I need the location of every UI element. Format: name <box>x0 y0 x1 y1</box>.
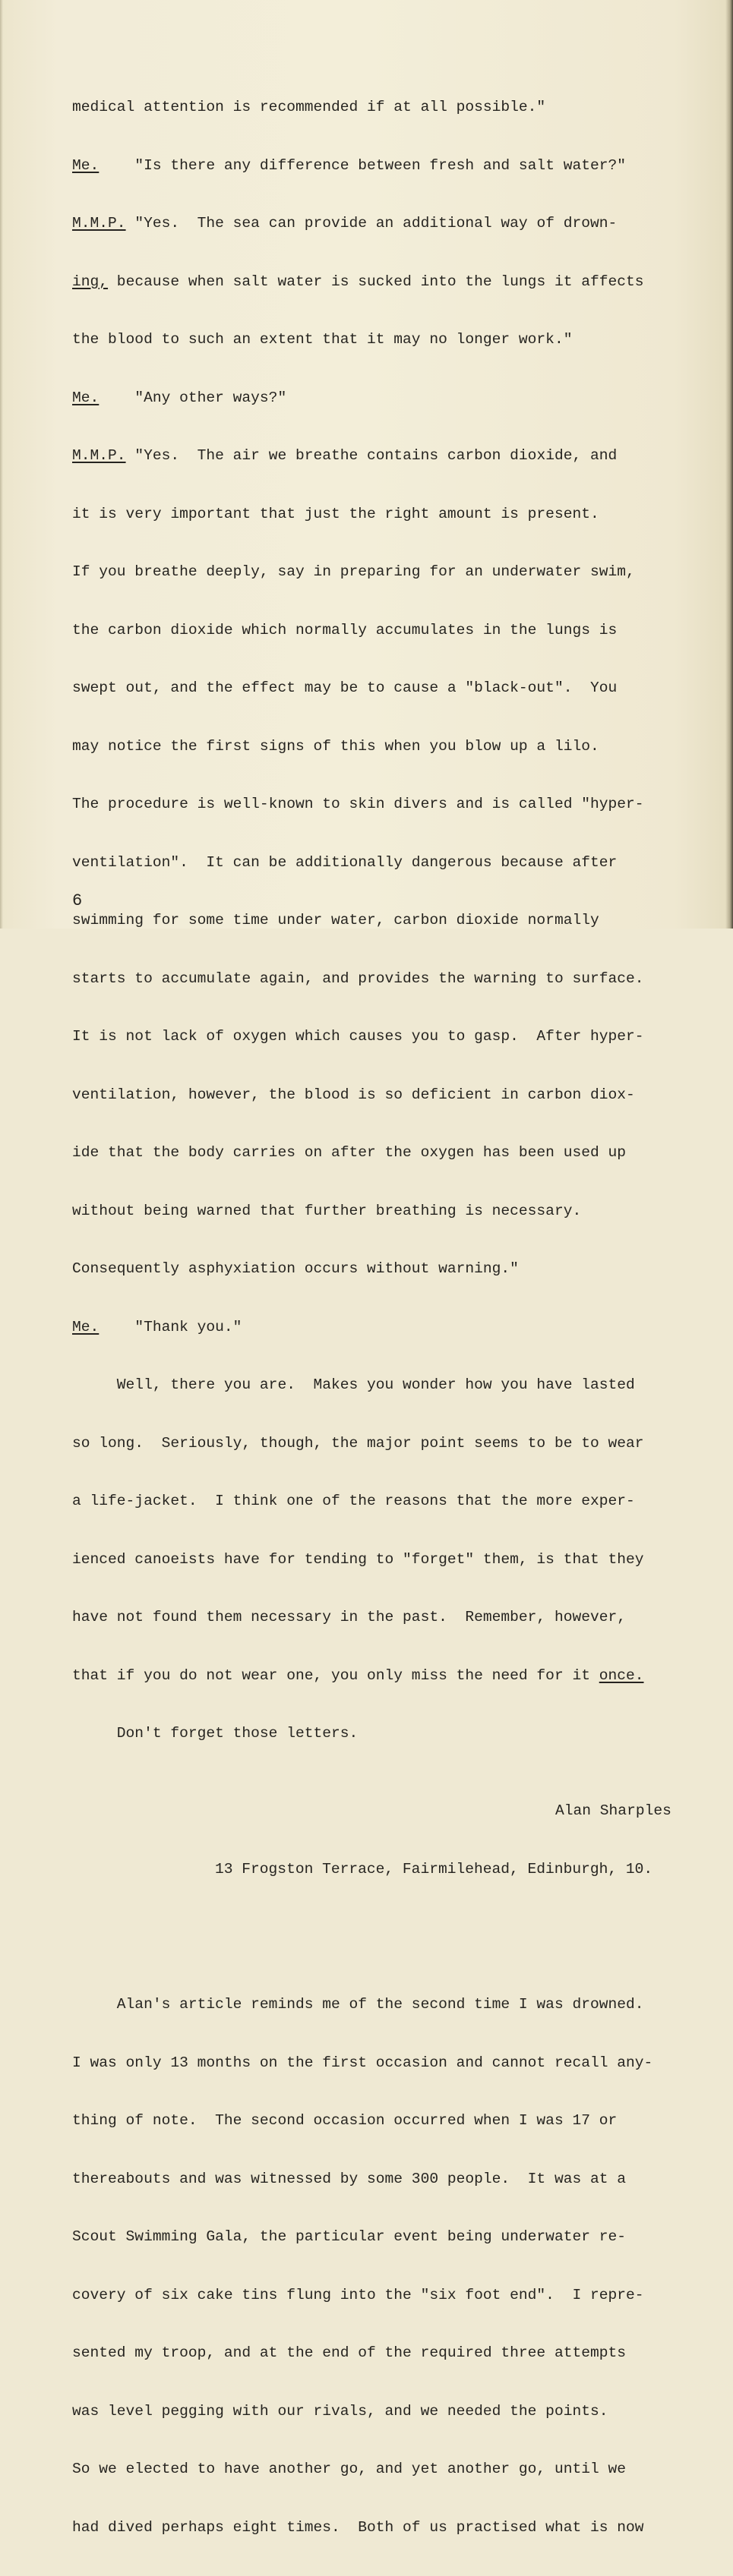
page-right-edge <box>725 0 733 929</box>
text-line: If you breathe deeply, say in preparing for an underwater swim, <box>72 563 635 580</box>
text-line: had dived perhaps eight times. Both of us practised what is now <box>72 2518 644 2536</box>
text-line: was level pegging with our rivals, and we needed the points. <box>72 2402 608 2420</box>
text-line: the blood to such an extent that it may no longer work." <box>72 331 573 348</box>
text-line: the carbon dioxide which normally accumulates in the lungs is <box>72 621 618 638</box>
text-line: ienced canoeists have for tending to "forget" them, is that they <box>72 1550 644 1568</box>
line-rest: "Any other ways?" <box>99 389 287 406</box>
text-line: ventilation". It can be additionally dangerous because after <box>72 853 618 871</box>
text-line: ide that the body carries on after the oxygen has been used up <box>72 1144 627 1161</box>
text-line: a life-jacket. I think one of the reasons that the more exper- <box>72 1493 635 1509</box>
text-line: sented my troop, and at the end of the required three attempts <box>72 2344 627 2361</box>
line-rest: "Yes. The air we breathe contains carbon dioxide, and <box>125 447 618 464</box>
speaker-mmp: M.M.P. <box>72 215 126 232</box>
signature-address: 13 Frogston Terrace, Fairmilehead, Edinburgh, 10. <box>215 1860 653 1878</box>
hyphen-word-ing: ing, <box>72 273 109 290</box>
text-line: Alan's article reminds me of the second time I was drowned. <box>72 1996 644 2013</box>
line-rest: "Yes. The sea can provide an additional way of drown- <box>125 215 618 232</box>
text-line: Scout Swimming Gala, the particular event being underwater re- <box>72 2228 627 2245</box>
line-rest: because when salt water is sucked into the lungs it affects <box>108 273 644 290</box>
page-number: 6 <box>72 891 83 910</box>
text-line <box>72 389 710 408</box>
text-line: it is very important that just the right amount is present. <box>72 505 599 522</box>
paragraph-gap <box>72 1918 710 1938</box>
text-line: thereabouts and was witnessed by some 300 people. It was at a <box>72 2170 627 2187</box>
text-line: medical attention is recommended if at all possible." <box>72 99 546 115</box>
text-line: The procedure is well-known to skin divers and is called "hyper- <box>72 796 644 812</box>
speaker-me: Me. <box>72 1318 100 1335</box>
signature-name: Alan Sharples <box>555 1802 671 1819</box>
line-lead: that if you do not wear one, you only miss the need for it <box>72 1666 599 1684</box>
text-line: I was only 13 months on the first occasion and cannot recall any- <box>72 2054 653 2071</box>
text-line: without being warned that further breathing is necessary. <box>72 1202 582 1219</box>
text-line: Don't forget those letters. <box>72 1725 359 1742</box>
text-line <box>72 214 710 234</box>
text-line <box>72 156 710 176</box>
speaker-me: Me. <box>72 389 100 406</box>
emphasis-once: once. <box>599 1666 644 1684</box>
line-rest: "Thank you." <box>99 1318 242 1335</box>
text-line: may notice the first signs of this when you blow up a lilo. <box>72 737 599 755</box>
text-line: thing of note. The second occasion occurred when I was 17 or <box>72 2112 618 2129</box>
text-line: starts to accumulate again, and provides the warning to surface. <box>72 970 644 987</box>
text-line: ventilation, however, the blood is so deficient in carbon diox- <box>72 1086 635 1103</box>
text-line: It is not lack of oxygen which causes you to gasp. After hyper- <box>72 1028 644 1045</box>
text-line: Well, there you are. Makes you wonder how you have lasted <box>72 1376 635 1393</box>
text-line: so long. Seriously, though, the major point seems to be to wear <box>72 1434 644 1452</box>
speaker-mmp: M.M.P. <box>72 447 126 464</box>
text-line: swept out, and the effect may be to cause a "black-out". You <box>72 679 618 696</box>
text-line: So we elected to have another go, and yet another go, until we <box>72 2461 627 2477</box>
text-line: have not found them necessary in the past. Remember, however, <box>72 1609 627 1625</box>
text-line <box>72 1666 710 1686</box>
line-rest: "Is there any difference between fresh and salt water?" <box>99 156 627 174</box>
text-line: swimming for some time under water, carbon dioxide normally <box>72 912 599 929</box>
speaker-me: Me. <box>72 156 100 174</box>
text-line <box>72 273 710 292</box>
text-line <box>72 446 710 466</box>
text-line: Consequently asphyxiation occurs without warning." <box>72 1260 519 1277</box>
page-left-edge <box>0 0 3 929</box>
text-line <box>72 1318 710 1338</box>
article-body <box>72 59 710 2576</box>
text-line: covery of six cake tins flung into the "six foot end". I repre- <box>72 2286 644 2303</box>
